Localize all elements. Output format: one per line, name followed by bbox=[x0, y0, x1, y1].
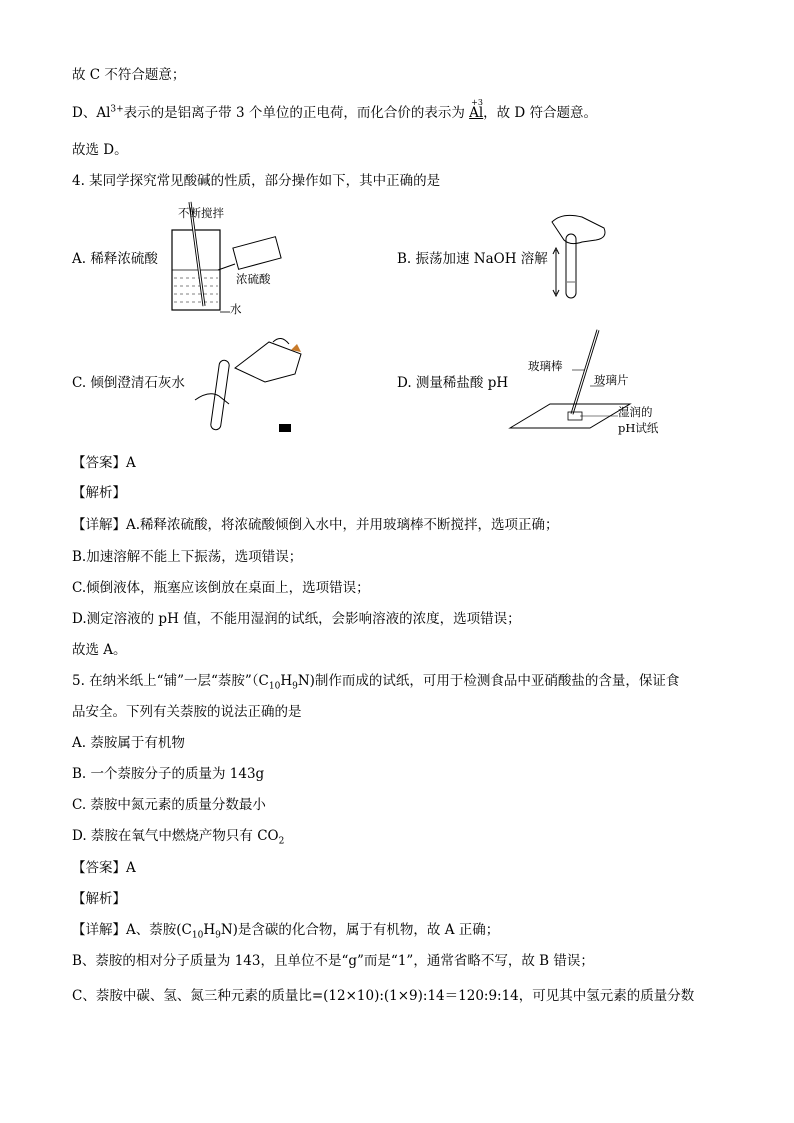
text-seg: C、萘胺中碳、氢、氮三种元素的质量比= bbox=[72, 988, 324, 1004]
question-5-stem bbox=[72, 672, 679, 690]
detail-line: C.倾倒液体，瓶塞应该倒放在桌面上，选项错误； bbox=[72, 580, 370, 596]
answer-label: 【答案】A bbox=[72, 860, 136, 876]
text-line: 故 C 不符合题意； bbox=[72, 67, 186, 83]
figure-pour-limewater bbox=[195, 330, 315, 435]
analysis-label: 【解析】 bbox=[72, 485, 126, 501]
text-seg: H bbox=[203, 922, 216, 938]
math-expression: (12×10):(1×9):14＝120:9:14 bbox=[323, 988, 519, 1004]
subscript: 10 bbox=[191, 930, 204, 941]
detail-line: 故选 A。 bbox=[72, 642, 127, 658]
text-seg: 5. 在纳米纸上“铺”一层“萘胺”（C bbox=[72, 673, 269, 689]
detail-line: D.测定溶液的 pH 值，不能用湿润的试纸，会影响溶液的浓度，选项错误； bbox=[72, 611, 521, 627]
text-seg: D. 萘胺在氧气中燃烧产物只有 CO bbox=[72, 828, 279, 844]
text-seg: N)是含碳的化合物，属于有机物，故 A 正确； bbox=[220, 922, 500, 938]
valence-symbol: Al bbox=[469, 105, 484, 121]
text-seg: 表示的是铝离子带 3 个单位的正电荷，而化合价的表示为 bbox=[123, 105, 465, 121]
subscript: 9 bbox=[292, 681, 298, 692]
text-seg: 【详解】A、萘胺(C bbox=[72, 922, 192, 938]
figure-dilute-acid bbox=[160, 200, 290, 315]
option-b: B. 一个萘胺分子的质量为 143g bbox=[72, 766, 265, 782]
answer-label: 【答案】A bbox=[72, 455, 136, 471]
text-seg: N)制作而成的试纸，可用于检测食品中亚硝酸盐的含量，保证食 bbox=[297, 673, 680, 689]
text-line-d bbox=[72, 98, 598, 122]
option-d-label: D. 测量稀盐酸 pH bbox=[397, 375, 509, 391]
text-seg: ，故 D 符合题意。 bbox=[483, 105, 598, 121]
label-wet: 湿润的 bbox=[618, 405, 653, 419]
question-4-stem: 4. 某同学探究常见酸碱的性质，部分操作如下，其中正确的是 bbox=[72, 173, 441, 189]
text-seg: ，可见其中氢元素的质量分数 bbox=[518, 988, 695, 1004]
detail-line bbox=[72, 987, 694, 1005]
label-water: 水 bbox=[230, 302, 242, 316]
analysis-label: 【解析】 bbox=[72, 891, 126, 907]
subscript: 10 bbox=[268, 681, 281, 692]
valence-notation bbox=[469, 98, 484, 122]
option-d bbox=[72, 827, 284, 845]
text-seg: H bbox=[280, 673, 293, 689]
valence-top: +3 bbox=[471, 98, 483, 107]
detail-line: B、萘胺的相对分子质量为 143，且单位不是“g”而是“1”，通常省略不写，故 B 错误； bbox=[72, 953, 594, 969]
subscript: 2 bbox=[278, 836, 285, 847]
label-rod: 玻璃棒 bbox=[528, 359, 563, 373]
figure-measure-ph bbox=[510, 328, 660, 440]
option-a-label: A. 稀释浓硫酸 bbox=[72, 251, 158, 267]
label-acid: 浓硫酸 bbox=[236, 272, 271, 286]
option-c-label: C. 倾倒澄清石灰水 bbox=[72, 375, 185, 391]
option-a: A. 萘胺属于有机物 bbox=[72, 735, 185, 751]
option-b-label: B. 振荡加速 NaOH 溶解 bbox=[397, 251, 548, 267]
detail-line: 【详解】A.稀释浓硫酸，将浓硫酸倾倒入水中，并用玻璃棒不断搅拌，选项正确； bbox=[72, 517, 559, 533]
figure-shake-tube bbox=[542, 212, 612, 307]
label-plate: 玻璃片 bbox=[594, 373, 629, 387]
detail-line: B.加速溶解不能上下振荡，选项错误； bbox=[72, 549, 303, 565]
label-paper: pH试纸 bbox=[618, 421, 659, 435]
text-seg: D、Al bbox=[72, 105, 111, 121]
question-5-stem-cont: 品安全。下列有关萘胺的说法正确的是 bbox=[72, 704, 302, 720]
charge-superscript: 3+ bbox=[110, 104, 124, 115]
text-line: 故选 D。 bbox=[72, 142, 128, 158]
option-c: C. 萘胺中氮元素的质量分数最小 bbox=[72, 797, 266, 813]
subscript: 9 bbox=[215, 930, 221, 941]
label-stir: 不断搅拌 bbox=[178, 206, 224, 220]
detail-line bbox=[72, 921, 499, 939]
